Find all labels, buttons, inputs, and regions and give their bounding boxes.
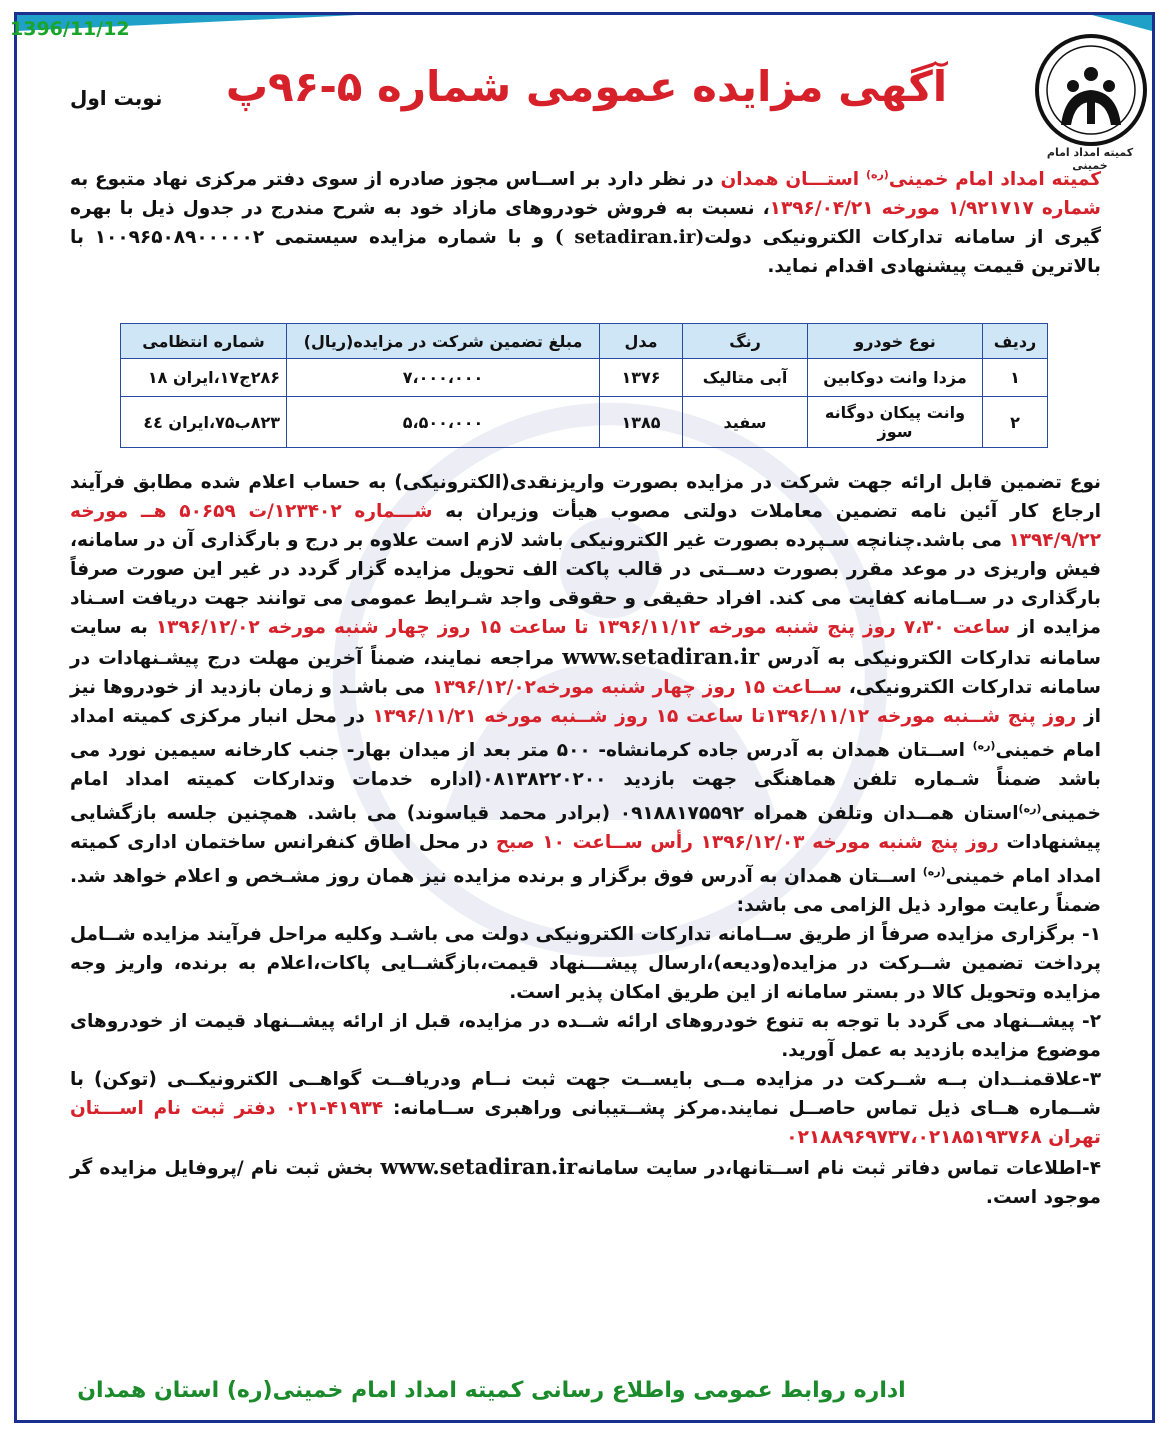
honorific: (ره) [922, 865, 946, 879]
intro-text-2: ، نسبت به فروش خودروهای مازاد خود به شرح مندرج در جدول ذیل با بهره گیری از سامانه تدارکات الکترونیکی دولت [70, 198, 1102, 249]
province-name: استـــان همدان [720, 169, 860, 191]
col-model: مدل [600, 324, 683, 359]
text: می باشـد و زمان بازدید از خودروها نیز از [70, 677, 1102, 727]
body-text [70, 468, 1101, 1212]
cell: ۱۳۷۶ [600, 359, 683, 397]
col-color: رنگ [683, 324, 808, 359]
permit-number: شماره ۱/۹۲۱۷۱۷ مورخه ۱۳۹۶/۰۴/۲۱ [769, 198, 1102, 220]
cell: سفید [683, 397, 808, 448]
honorific: (ره) [1018, 802, 1042, 816]
honorific: (ره) [972, 739, 996, 752]
col-plate-number: شماره انتظامی [121, 324, 287, 359]
website-link[interactable]: www.setadiran.ir [562, 644, 760, 669]
main-paragraph [70, 468, 1101, 920]
stamp-date: 1396/11/12 [10, 18, 130, 40]
intro-paragraph [70, 160, 1101, 281]
cell: ۱۳۸۵ [600, 397, 683, 448]
footer-signature: اداره روابط عمومی واطلاع رسانی کمیته امداد امام خمینی(ره) استان همدان [77, 1378, 906, 1403]
visit-period: روز پنج شــنبه مورخه ۱۳۹۶/۱۱/۱۲تا ساعت ۱۵ روز شــنبه مورخه ۱۳۹۶/۱۱/۲۱ [372, 706, 1077, 727]
mobile-contact: تلفن همراه ۰۹۱۸۸۱۷۵۵۹۲ (برادر محمد قیاسوند) [406, 803, 862, 825]
intro-text-1: در نظر دارد بر اســاس مجوز صادره از سوی دفتر مرکزی نهاد متبوع به [70, 169, 721, 191]
text: اســتان همدان به آدرس فوق برگزار و برنده مزایده نیز همان روز مشـخص و اعلام خواهد شد. ضمناً رعایت موارد ذیل الزامی می باشد: [70, 866, 1101, 917]
text: بخش ثبت نام /پروفایل مزایده گر موجود است. [70, 1158, 1101, 1209]
text: ۳-علاقمنــدان بــه شــرکت در مزایده مــی بایســت جهت ثبت نــام ودریافــت گواهــی الکترونیکــی (توکن) با شــماره هــای ذیل تماس حاصــل نمایند.مرکز پشــتیبانی وراهبری ســامانه: [70, 1069, 1102, 1120]
intro-site: (setadiran.ir ) [554, 227, 705, 249]
website-link[interactable]: www.setadiran.ir [380, 1154, 578, 1180]
text: اســتان همدان به آدرس جاده کرمانشاه- ۵۰۰ متر بعد از میدان بهار- جنب کارخانه سیمین نورد می باشد ضمناً شـماره تلفن هماهنگی جهت بازدید ۰۸۱۳۸۲۲۰۲۰۰(اداره خدمات وتدارکات کمیته امداد امام خمینی [70, 740, 1101, 825]
list-item: ۲- پیشــنهاد می گردد با توجه به تنوع خودروهای ارائه شــده در مزایده، قبل از ارائه پیشــنهاد قیمت از خودروهای موضوع مزایده بازدید به عمل آورید. [70, 1011, 1101, 1062]
org-name: کمیته امداد امام خمینی [888, 169, 1101, 191]
col-row-number: ردیف [983, 324, 1048, 359]
cell: ۷،۰۰۰،۰۰۰ [287, 359, 600, 397]
table-row [121, 359, 1048, 397]
opening-session: روز پنج شنبه مورخه ۱۳۹۶/۱۲/۰۳ رأس ســاعت ۱۰ صبح [495, 832, 999, 854]
text: به سایت سامانه تدارکات الکترونیکی به آدرس [70, 617, 1101, 669]
round-label: نوبت اول [70, 86, 163, 110]
list-item [70, 1152, 1101, 1212]
support-phones: ۴۱۹۳۴-۰۲۱ دفتر ثبت نام اســـتان تهران ۰۲۱۸۸۹۶۹۷۳۷،۰۲۱۸۵۱۹۳۷۶۸ [70, 1098, 1101, 1149]
cell: ۲۸۶ج۱۷،ایران ۱۸ [121, 359, 287, 397]
table-header-row [121, 324, 1048, 359]
text: در محل اطاق کنفرانس ساختمان اداری کمیته امداد امام خمینی [70, 832, 1101, 888]
vehicles-table [120, 323, 1048, 448]
regulation-number: شـــماره ۱۲۳۴۰۲/ت ۵۰۶۵۹ هــ مورخه ۱۳۹۴/۹/۲۲ [70, 501, 1101, 551]
text: ۴-اطلاعات تماس دفاتر ثبت نام اســتانها،در سایت سامانه [577, 1158, 1101, 1180]
cell: ۲ [983, 397, 1048, 448]
cell: وانت پیکان دوگانه سوز [808, 397, 983, 448]
col-vehicle-type: نوع خودرو [808, 324, 983, 359]
intro-text-3: و با شماره مزایده سیستمی ۱۰۰۹۶۵۰۸۹۰۰۰۰۰۲ با بالاترین قیمت پیشنهادی اقدام نماید. [70, 227, 1101, 278]
text: می باشد. همچنین جلسه بازگشایی پیشنهادات [70, 803, 1102, 854]
documents-period: ساعت ۷،۳۰ روز پنج شنبه مورخه ۱۳۹۶/۱۱/۱۲ تا ساعت ۱۵ روز چهار شنبه مورخه ۱۳۹۶/۱۲/۰۲ [155, 617, 1011, 638]
cell: ۱ [983, 359, 1048, 397]
submission-deadline: ســاعت ۱۵ روز چهار شنبه مورخه۱۳۹۶/۱۲/۰۲ [432, 677, 842, 698]
page-title: آگهی مزایده عمومی شماره ۵-۹۶پ [225, 62, 948, 111]
org-honorific: (ره) [865, 168, 889, 181]
list-item [70, 1065, 1101, 1152]
cell: مزدا وانت دوکابین [808, 359, 983, 397]
text: نوع تضمین قابل ارائه جهت شرکت در مزایده بصورت واریزنقدی(الکترونیکی) به حساب اعلام شده مطابق فرآیند ارجاع کار آئین نامه تضمین معاملات دولتی مصوب هیأت وزیران به [70, 472, 1101, 522]
text: استان همــدان و [862, 803, 1019, 825]
list-item: ۱- برگزاری مزایده صرفاً از طریق ســامانه تدارکات الکترونیکی دولت می باشـد وکلیه مراحل فرآیند مزایده شــامل پرداخت تضمین شــرکت در مزایده(ودیعه)،ارسال پیشـــنهاد قیمت،بازگشــایی پاکات،اعلام به برنده، واریز وجه مزایده وتحویل کالا در بستر سامانه از این طریق امکان پذیر است. [70, 924, 1101, 1004]
text: مراجعه نمایند، ضمناً آخرین مهلت درج پیشـنهادات در سامانه تدارکات الکترونیکی، [70, 648, 1101, 698]
col-guarantee-amount: مبلغ تضمین شرکت در مزایده(ریال) [287, 324, 600, 359]
logo-caption: کمیته امداد امام خمینی [1046, 146, 1134, 172]
cell: آبی متالیک [683, 359, 808, 397]
table-row [121, 397, 1048, 448]
cell: ۸۲۳ب۷۵،ایران ٤٤ [121, 397, 287, 448]
text: در محل انبار مرکزی کمیته امداد امام خمینی [70, 706, 1101, 762]
text: می باشد.چنانچه سـپرده بصورت غیر الکترونیکی باشد لازم است علاوه بر درج و بارگذاری آن در سامانه، فیش واریزی در موعد مقرر بصورت دســتی در قالب پاکت الف تحویل مزایده گزار گردد در غیر این صورت صرفاً بارگذاری در ســامانه کفایت می کند. افراد حقیقی و حقوقی واجد شـرایط عمومی می توانند جهت دریافت اسـناد مزایده از [70, 530, 1101, 638]
cell: ۵،۵۰۰،۰۰۰ [287, 397, 600, 448]
